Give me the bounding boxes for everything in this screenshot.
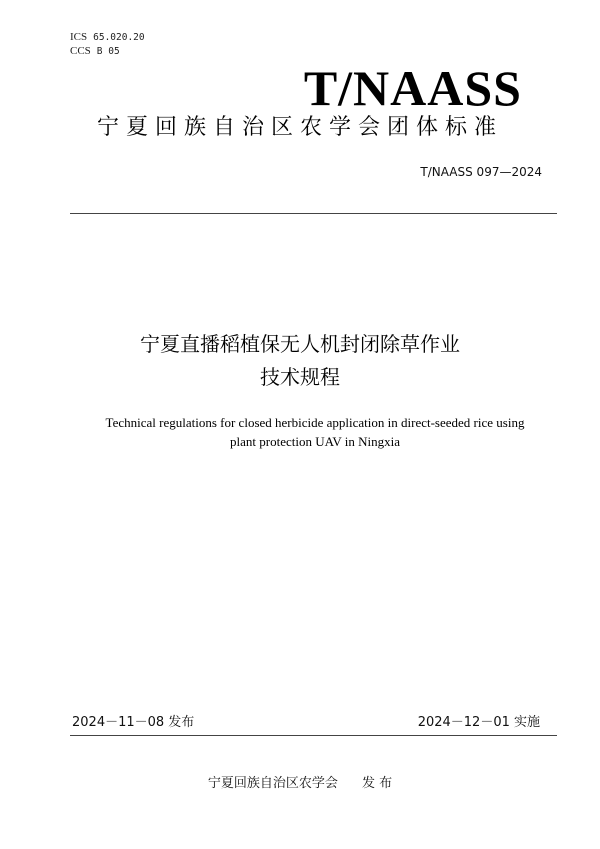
publisher-line xyxy=(0,775,600,793)
english-title-line-1: Technical regulations for closed herbicide application in direct-seeded rice using xyxy=(105,415,525,430)
organization-title: 宁夏回族自治区农学会团体标准 xyxy=(96,115,503,140)
chinese-title-line-1: 宁夏直播稻植保无人机封闭除草作业 xyxy=(140,332,460,356)
ics-label: ICS xyxy=(70,31,88,43)
standard-logo: T/NAASS xyxy=(303,60,522,116)
english-title-line-2: plant protection UAV in Ningxia xyxy=(230,434,400,449)
ccs-label: CCS xyxy=(70,45,91,57)
ccs-code: B 05 xyxy=(96,46,120,57)
bottom-divider xyxy=(70,735,557,736)
issue-date: 2024－11－08 发布 xyxy=(72,715,195,730)
publish-label: 发 布 xyxy=(361,776,393,791)
top-divider xyxy=(70,213,557,214)
chinese-title-line-2: 技术规程 xyxy=(260,365,340,389)
effective-date: 2024－12－01 实施 xyxy=(417,715,540,730)
ics-line xyxy=(70,31,145,44)
ccs-line xyxy=(70,45,120,58)
publisher-name: 宁夏回族自治区农学会 xyxy=(207,776,338,791)
ics-code: 65.020.20 xyxy=(93,32,145,43)
standard-number: T/NAASS 097—2024 xyxy=(420,165,542,179)
